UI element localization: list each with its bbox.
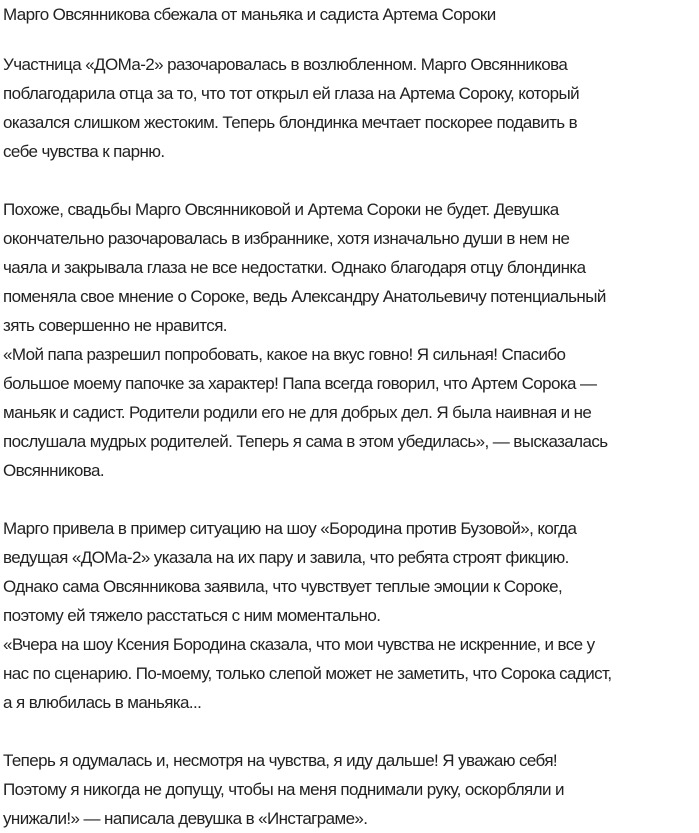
text-line: поменяла свое мнение о Сороке, ведь Александру Анатольевичу потенциальный (3, 287, 606, 306)
text-line: оказался слишком жестоким. Теперь блондинка мечтает поскорее подавить в (3, 113, 578, 132)
text-line: ведущая «ДОМа-2» указала на их пару и завила, что ребята строят фикцию. (3, 548, 569, 567)
paragraph-intro (3, 50, 699, 166)
text-line: поблагодарила отца за то, что тот открыл ей глаза на Артема Сороку, который (3, 84, 580, 103)
text-line: Поэтому я никогда не допущу, чтобы на меня поднимали руку, оскорбляли и (3, 780, 564, 799)
text-line: Марго привела в пример ситуацию на шоу «Бородина против Бузовой», когда (3, 519, 577, 538)
spacer (3, 28, 699, 50)
text-line: Теперь я одумалась и, несмотря на чувства, я иду дальше! Я уважаю себя! (3, 751, 558, 770)
text-line: Однако сама Овсянникова заявила, что чувствует теплые эмоции к Сороке, (3, 577, 563, 596)
text-line: большое моему папочке за характер! Папа всегда говорил, что Артем Сорока — (3, 374, 597, 393)
spacer (3, 166, 699, 195)
text-line: поэтому ей тяжело расстаться с ним моментально. (3, 606, 381, 625)
quote-1 (3, 340, 699, 485)
text-line: себе чувства к парню. (3, 142, 165, 161)
text-line: окончательно разочаровалась в избраннике, хотя изначально души в нем не (3, 229, 570, 248)
article (3, 0, 699, 833)
text-line: «Мой папа разрешил попробовать, какое на вкус говно! Я сильная! Спасибо (3, 345, 566, 364)
spacer (3, 485, 699, 514)
text-line: зять совершенно не нравится. (3, 316, 227, 335)
text-line: Участница «ДОМа-2» разочаровалась в возлюбленном. Марго Овсянникова (3, 55, 568, 74)
text-line: «Вчера на шоу Ксения Бородина сказала, что мои чувства не искренние, и все у (3, 635, 595, 654)
text-line: Овсянникова. (3, 461, 104, 480)
quote-2 (3, 630, 699, 717)
text-line: послушала мудрых родителей. Теперь я сама в этом убедилась», — высказалась (3, 432, 608, 451)
text-line: унижали!» — написала девушка в «Инстаграме». (3, 809, 368, 828)
text-line: нас по сценарию. По-моему, только слепой может не заметить, что Сорока садист, (3, 664, 612, 683)
article-title: Марго Овсянникова сбежала от маньяка и садиста Артема Сороки (3, 5, 496, 24)
text-line: а я влюбилась в маньяка... (3, 693, 202, 712)
text-line: маньяк и садист. Родители родили его не для добрых дел. Я была наивная и не (3, 403, 592, 422)
paragraph-body-1 (3, 195, 699, 340)
paragraph-body-2 (3, 514, 699, 630)
text-line: Похоже, свадьбы Марго Овсянниковой и Артема Сороки не будет. Девушка (3, 200, 559, 219)
quote-2-continued (3, 746, 699, 833)
text-line: чаяла и закрывала глаза не все недостатки. Однако благодаря отцу блондинка (3, 258, 586, 277)
